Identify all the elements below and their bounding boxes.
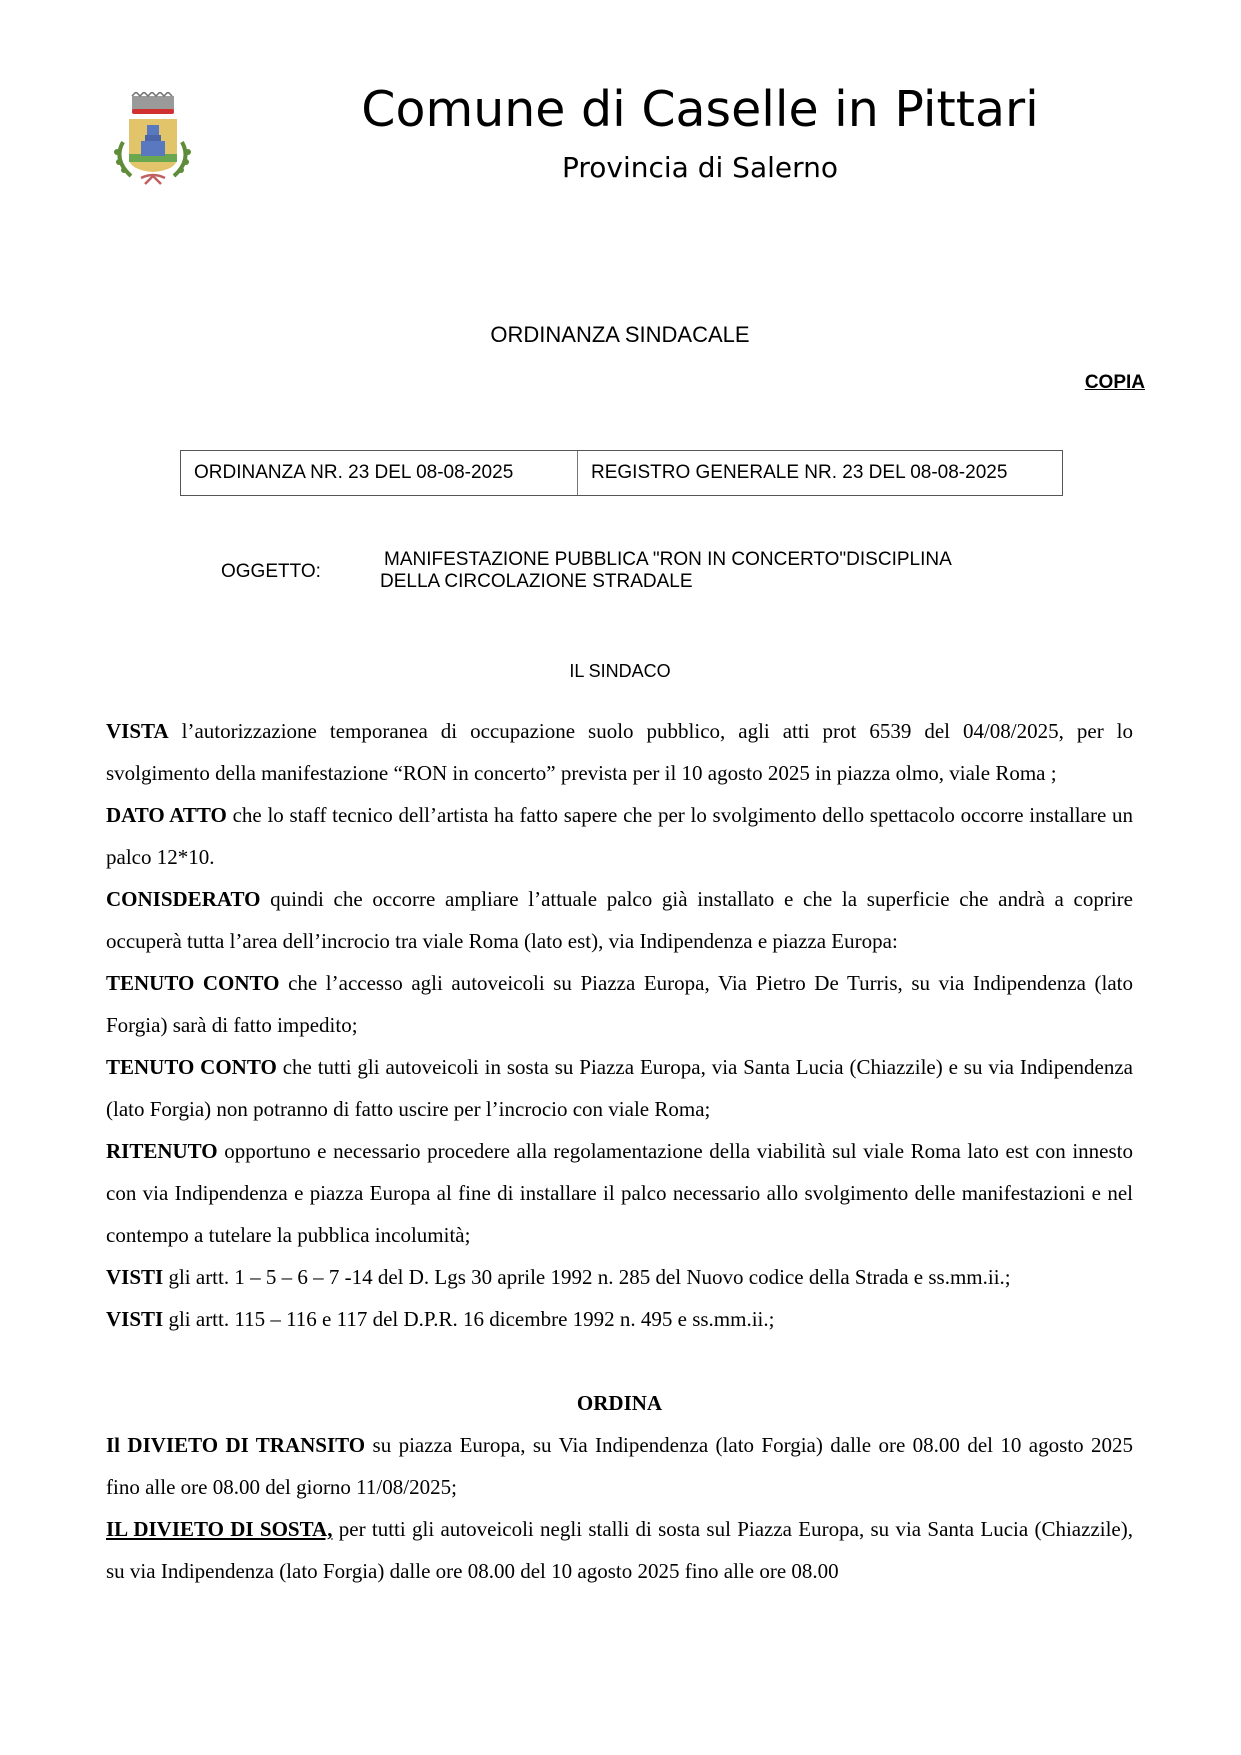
premise-text: opportuno e necessario procedere alla regolamentazione della viabilità sul viale Roma lato est con innesto con via Indipendenza e piazza Europa al fine di installare il palco necessario allo svolgimento delle manifestazioni e nel contempo a tutelare la pubblica incolumità; [106,1139,1133,1247]
subject-line-2: DELLA CIRCOLAZIONE STRADALE [380,571,693,592]
premise-paragraph [106,1046,1133,1130]
order-heading: ORDINA [576,1391,663,1415]
reference-table [180,450,1063,496]
town-name: Comune di Caselle in Pittari [361,81,1039,138]
premise-keyword: VISTA [106,719,169,743]
premise-keyword: TENUTO CONTO [106,971,280,995]
premise-keyword: RITENUTO [106,1139,218,1163]
premise-text: gli artt. 1 – 5 – 6 – 7 -14 del D. Lgs 30 aprile 1992 n. 285 del Nuovo codice della Strada e ss.mm.ii.; [163,1265,1011,1289]
premise-keyword: VISTI [106,1265,164,1289]
subject-line-1: MANIFESTAZIONE PUBBLICA "RON IN CONCERTO"DISCIPLINA [384,549,952,570]
premise-paragraph [106,1298,1133,1340]
premise-keyword: VISTI [106,1307,164,1331]
premise-text: che lo staff tecnico dell’artista ha fatto sapere che per lo svolgimento dello spettacolo occorre installare un palco 12*10. [106,803,1133,869]
premise-paragraph [106,962,1133,1046]
crest-ribbon [141,175,165,184]
premise-text: quindi che occorre ampliare l’attuale palco già installato e che la superficie che andrà a coprire occuperà tutta l’area dell’incrocio tra viale Roma (lato est), via Indipendenza e piazza Europa: [106,887,1133,953]
ordinance-number-cell: ORDINANZA NR. 23 DEL 08-08-2025 [181,451,578,495]
document-type-title: ORDINANZA SINDACALE [490,322,750,347]
crest-tower [147,125,159,135]
order-text: su piazza Europa, su Via Indipendenza (lato Forgia) dalle ore 08.00 del 10 agosto 2025 fino alle ore 08.00 del giorno 11/08/2025; [106,1433,1133,1499]
premise-text: gli artt. 115 – 116 e 117 del D.P.R. 16 dicembre 1992 n. 495 e ss.mm.ii.; [163,1307,775,1331]
copy-mark: COPIA [1084,372,1145,393]
premise-paragraph [106,1256,1133,1298]
order-item [106,1424,1133,1508]
premise-text: l’autorizzazione temporanea di occupazione suolo pubblico, agli atti prot 6539 del 04/08/2025, per lo svolgimento della manifestazione “RON in concerto” prevista per il 10 agosto 2025 in piazza olmo, viale Roma ; [106,719,1133,785]
section-spacer [106,1340,1133,1382]
order-text: per tutti gli autoveicoli negli stalli di sosta sul Piazza Europa, su via Santa Lucia (Chiazzile), su via Indipendenza (lato Forgia) dalle ore 08.00 del 10 agosto 2025 fino alle ore 08.00 [106,1517,1133,1583]
premise-paragraph [106,878,1133,962]
order-keyword: IL DIVIETO DI SOSTA, [106,1517,333,1541]
authority-heading: IL SINDACO [569,661,671,681]
ordinance-body [106,710,1133,1592]
premise-keyword: CONISDERATO [106,887,261,911]
premise-paragraph [106,710,1133,794]
premise-paragraph [106,794,1133,878]
general-register-cell: REGISTRO GENERALE NR. 23 DEL 08-08-2025 [591,462,1008,483]
premise-keyword: DATO ATTO [106,803,227,827]
crest-crown [132,96,174,110]
subject-text [380,549,1080,593]
comune-crest-logo [105,92,200,192]
order-item [106,1508,1133,1592]
premise-paragraph [106,1130,1133,1256]
order-keyword: Il DIVIETO DI TRANSITO [106,1433,366,1457]
premise-keyword: TENUTO CONTO [106,1055,277,1079]
crest-crown-band [132,109,174,114]
province-name: Provincia di Salerno [561,151,839,184]
subject-label: OGGETTO: [221,561,321,582]
premise-text: che l’accesso agli autoveicoli su Piazza Europa, Via Pietro De Turris, su via Indipendenza (lato Forgia) sarà di fatto impedito; [106,971,1134,1037]
premise-text: che tutti gli autoveicoli in sosta su Piazza Europa, via Santa Lucia (Chiazzile) e su via Indipendenza (lato Forgia) non potranno di fatto uscire per l’incrocio con viale Roma; [106,1055,1133,1121]
